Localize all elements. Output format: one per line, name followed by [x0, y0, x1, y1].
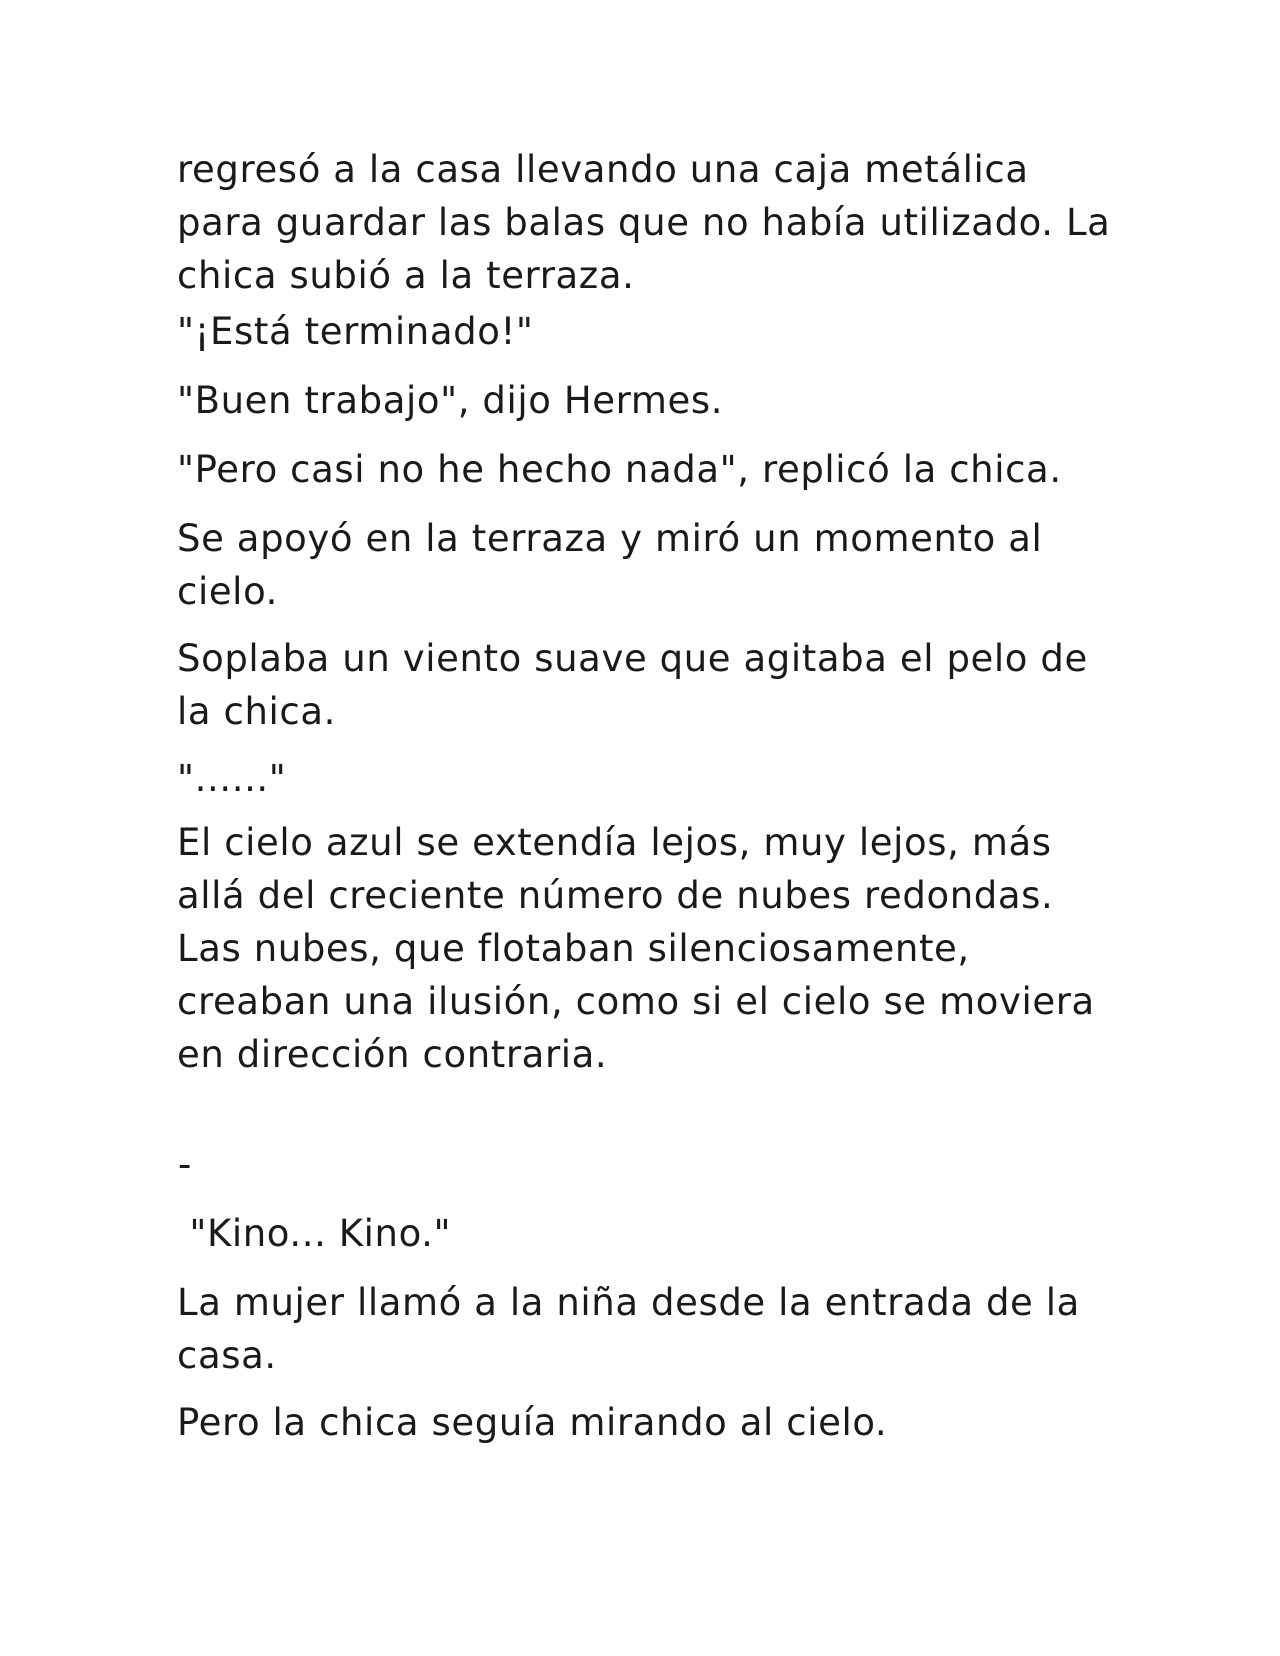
paragraph-leaned-terrace: Se apoyó en la terraza y miró un momento al cielo.: [177, 517, 1043, 613]
paragraph-blue-sky: El cielo azul se extendía lejos, muy lejos, más allá del creciente número de nubes redondas. Las nubes, que flotaban silenciosamente, creaban una ilusión, como si el cielo se moviera en dirección contraria.: [177, 821, 1095, 1076]
paragraph-looking-sky: Pero la chica seguía mirando al cielo.: [177, 1401, 888, 1444]
paragraph-did-nothing: "Pero casi no he hecho nada", replicó la chica.: [177, 448, 1062, 491]
paragraph-good-job: "Buen trabajo", dijo Hermes.: [177, 379, 724, 422]
paragraph-ellipsis: "......": [177, 757, 287, 800]
paragraph-kino-call: "Kino... Kino.": [177, 1212, 452, 1255]
paragraph-wind: Soplaba un viento suave que agitaba el pelo de la chica.: [177, 637, 1088, 733]
section-separator: -: [178, 1143, 192, 1186]
paragraph-woman-called: La mujer llamó a la niña desde la entrada de la casa.: [177, 1281, 1080, 1377]
paragraph-finished: "¡Está terminado!": [177, 310, 534, 353]
paragraph-return-home: regresó a la casa llevando una caja metálica para guardar las balas que no había utilizado. La chica subió a la terraza.: [177, 148, 1111, 297]
